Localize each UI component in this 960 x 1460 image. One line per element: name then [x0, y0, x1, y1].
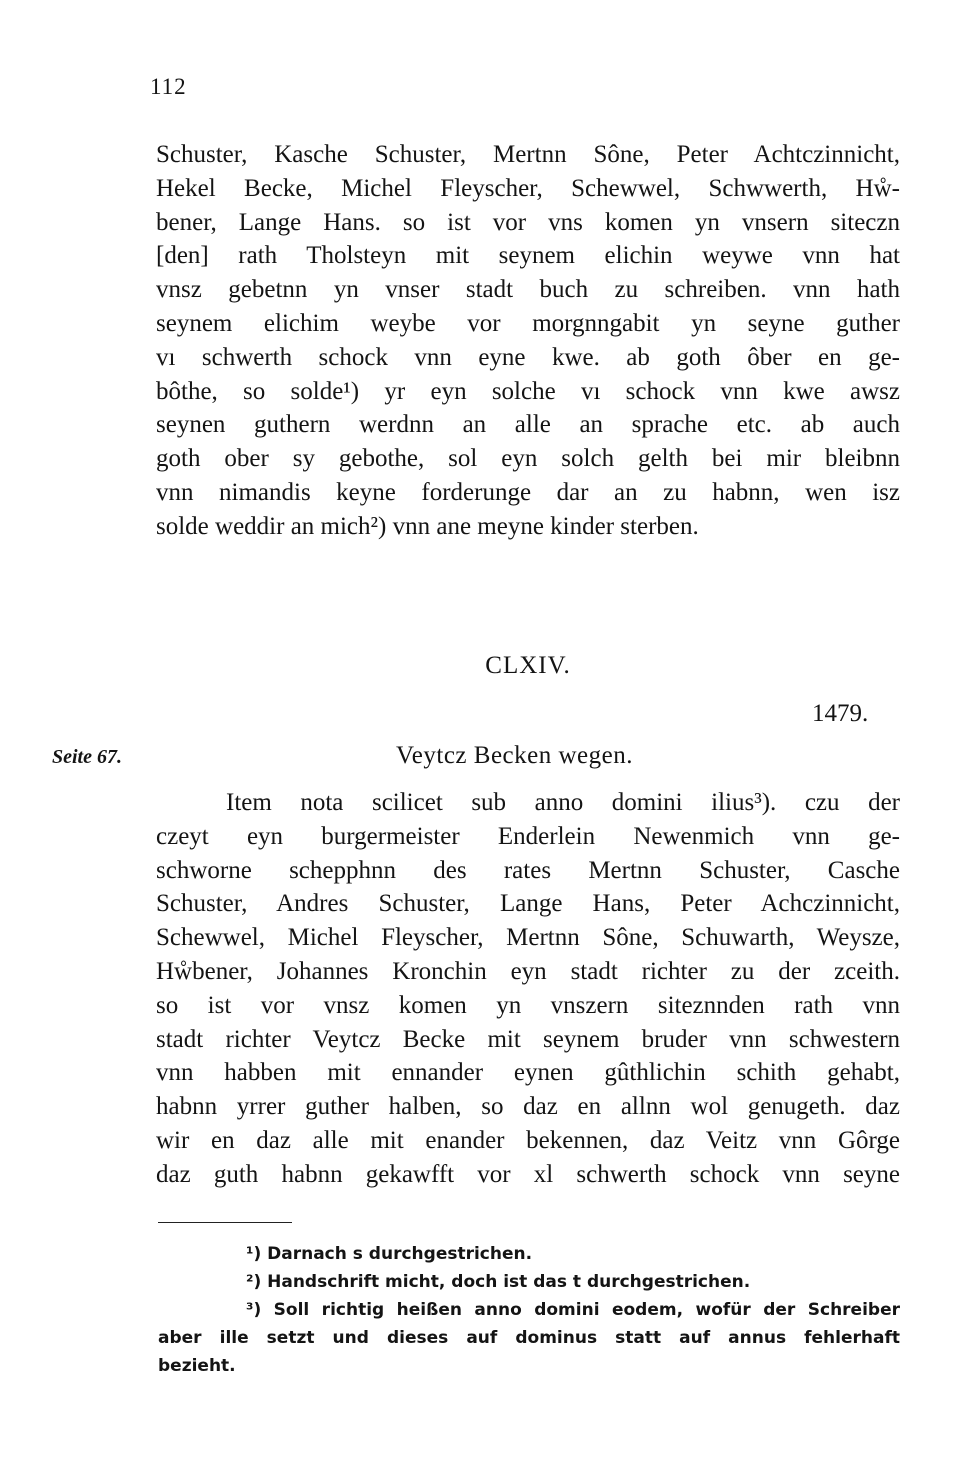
text-line: solde weddir an mich²) vnn ane meyne kinder sterben.	[156, 512, 699, 540]
text-line: goth ober sy gebothe, sol eyn solch gelth bei mir bleibnn	[156, 445, 900, 473]
text-line: seynen guthern werdnn an alle an sprache etc. ab auch	[156, 411, 900, 439]
footnote-3-end: bezieht.	[158, 1356, 236, 1376]
text-line: [den] rath Tholsteyn mit seynem elichin weywe vnn hat	[156, 242, 900, 270]
text-line: bôthe, so solde¹) yr eyn solche vı schock vnn kwe awsz	[156, 377, 900, 405]
year-label: 1479.	[812, 700, 869, 727]
footnote-divider	[158, 1222, 292, 1223]
text-line: habnn yrrer guther halben, so daz en allnn wol genugeth. daz	[156, 1093, 900, 1121]
text-line: Hekel Becke, Michel Fleyscher, Schewwel, Schwwerth, Hẘ-	[156, 174, 900, 202]
footnote-2: ²) Handschrift micht, doch ist das t durchgestrichen.	[246, 1272, 751, 1292]
text-line: daz guth habnn gekawfft vor xl schwerth schock vnn seyne	[156, 1160, 900, 1188]
footnotes	[158, 1240, 900, 1380]
text-line: wir en daz alle mit enander bekennen, daz Veitz vnn Gôrge	[156, 1126, 900, 1154]
text-line: Schewwel, Michel Fleyscher, Mertnn Sône, Schuwarth, Weysze,	[156, 924, 900, 952]
text-line: Item nota scilicet sub anno domini ilius³). czu der	[226, 789, 900, 816]
text-line: seynem elichim weybe vor morgnngabit yn seyne guther	[156, 309, 900, 337]
text-line: vnn habben mit ennander eynen gûthlichin schith gehabt,	[156, 1059, 900, 1087]
text-line: vnsz gebetnn yn vnser stadt buch zu schreiben. vnn hath	[156, 276, 900, 304]
text-line: Hẘbener, Johannes Kronchin eyn stadt richter zu der zceith.	[156, 957, 900, 985]
text-line: vnn nimandis keyne forderunge dar an zu habnn, wen isz	[156, 478, 900, 506]
chapter-number: CLXIV.	[485, 652, 571, 679]
footnote-3: ³) Soll richtig heißen anno domini eodem, wofür der Schreiber	[246, 1300, 900, 1320]
margin-page-reference: Seite 67.	[52, 746, 122, 768]
text-line: stadt richter Veytcz Becke mit seynem bruder vnn schwestern	[156, 1025, 900, 1053]
section-title: Veytcz Becken wegen.	[396, 742, 633, 769]
text-line: Schuster, Andres Schuster, Lange Hans, Peter Achczinnicht,	[156, 890, 900, 918]
footnote-1: ¹) Darnach s durchgestrichen.	[246, 1244, 533, 1264]
footnote-3-continued: aber ille setzt und dieses auf dominus statt auf annus fehlerhaft	[158, 1328, 900, 1348]
text-line: Schuster, Kasche Schuster, Mertnn Sône, Peter Achtczinnicht,	[156, 141, 900, 168]
paragraph-2	[156, 786, 900, 1192]
text-line: czeyt eyn burgermeister Enderlein Newenmich vnn ge-	[156, 822, 900, 850]
text-line: schworne schepphnn des rates Mertnn Schuster, Casche	[156, 856, 900, 884]
paragraph-1	[156, 138, 900, 544]
text-line: vı schwerth schock vnn eyne kwe. ab goth ôber en ge-	[156, 343, 900, 371]
text-line: bener, Lange Hans. so ist vor vns komen yn vnsern siteczn	[156, 208, 900, 236]
page-number: 112	[150, 74, 187, 99]
text-line: so ist vor vnsz komen yn vnszern siteznnden rath vnn	[156, 991, 900, 1019]
